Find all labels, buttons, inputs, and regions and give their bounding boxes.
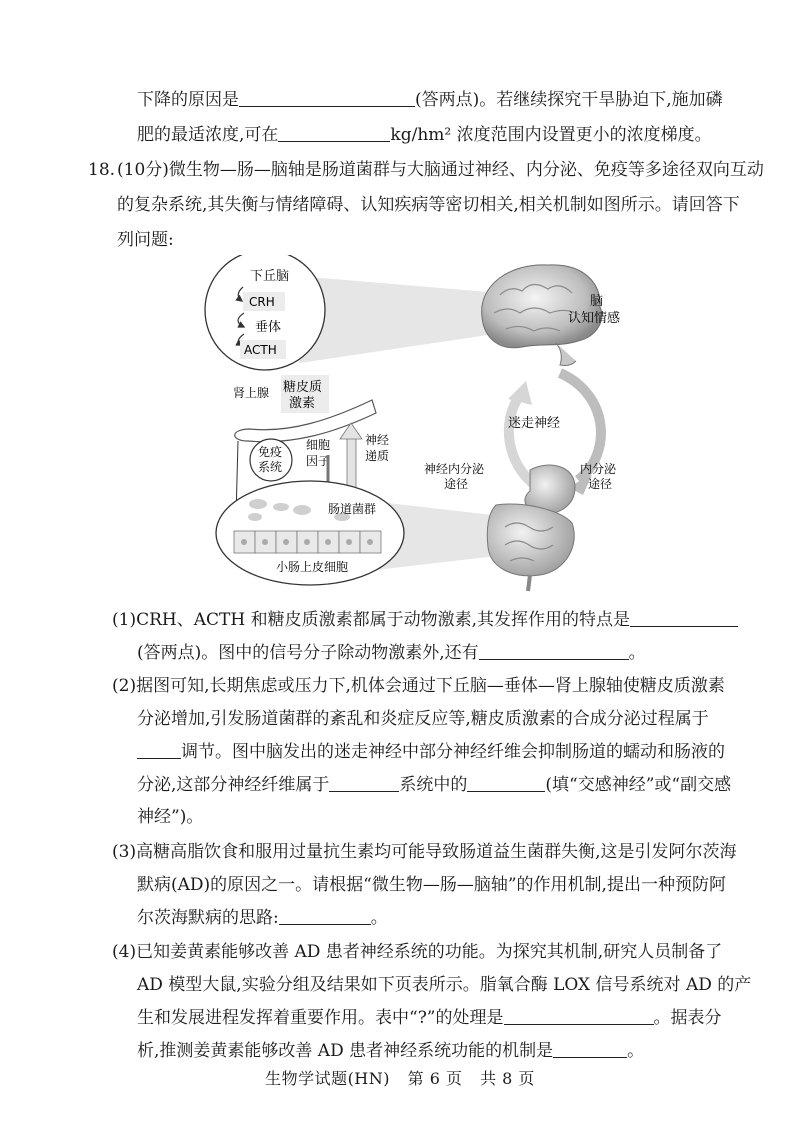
- text: (1)CRH、ACTH 和糖皮质激素都属于动物激素,其发挥作用的特点是: [112, 610, 630, 630]
- page-footer: [0, 1066, 800, 1089]
- epithelial-label: 小肠上皮细胞: [276, 560, 349, 574]
- subquestion-2: 分泌增加,引发肠道菌群的紊乱和炎症反应等,糖皮质激素的合成分泌过程属于: [137, 709, 709, 729]
- adrenal-label: 肾上腺: [233, 386, 270, 400]
- subquestion-4: AD 模型大鼠,实验分组及结果如下页表所示。脂氧合酶 LOX 信号系统对 AD 的产: [137, 975, 752, 995]
- cytokine-label: 细胞: [306, 438, 331, 452]
- text: 分泌,这部分神经纤维属于: [137, 775, 330, 795]
- subquestion-4: [137, 1006, 722, 1030]
- pituitary-label: 垂体: [255, 320, 282, 335]
- answer-blank[interactable]: [504, 1006, 654, 1025]
- text: 。: [370, 908, 388, 928]
- neurotransmitter-label: 递质: [365, 449, 390, 463]
- question-text: 的复杂系统,其失衡与情绪障碍、认知疾病等密切相关,相关机制如图所示。请回答下: [117, 195, 740, 215]
- immune-label: 免疫: [258, 445, 283, 459]
- text: 下降的原因是: [137, 90, 239, 110]
- answer-blank[interactable]: [630, 608, 738, 627]
- text: 生和发展进程发挥着重要作用。表中“?”的处理是: [137, 1008, 504, 1028]
- brain-label: 脑: [590, 294, 604, 309]
- text: 。据表分: [653, 1008, 722, 1028]
- answer-blank[interactable]: [329, 773, 399, 792]
- subquestion-2: [137, 740, 725, 764]
- question-text: (10分)微生物—肠—脑轴是肠道菌群与大脑通过神经、内分泌、免疫等多途径双向互动: [117, 160, 764, 180]
- subquestion-4: [137, 1039, 644, 1063]
- subquestion-3: 默病(AD)的原因之一。请根据“微生物—肠—脑轴”的作用机制,提出一种预防阿: [137, 875, 726, 895]
- footer-page: 第 6 页: [407, 1069, 463, 1088]
- text: 析,推测姜黄素能够改善 AD 患者神经系统功能的机制是: [137, 1041, 554, 1061]
- subquestion-2: [137, 773, 731, 797]
- hypothalamus-label: 下丘脑: [250, 269, 290, 284]
- acth-label: ACTH: [244, 343, 277, 357]
- text: 尔茨海默病的思路:: [137, 908, 279, 928]
- footer-total: 共 8 页: [480, 1069, 535, 1088]
- subquestion-4: (4)已知姜黄素能够改善 AD 患者神经系统的功能。为探究其机制,研究人员制备了: [112, 942, 723, 962]
- gut-flora-label: 肠道菌群: [328, 502, 377, 516]
- subquestion-1: [112, 608, 738, 632]
- answer-blank[interactable]: [479, 641, 629, 660]
- text: 系统中的: [399, 775, 468, 795]
- answer-blank[interactable]: [553, 1039, 627, 1058]
- subquestion-1: [137, 641, 646, 665]
- subquestion-2: 神经”)。: [137, 807, 204, 827]
- answer-blank[interactable]: [279, 906, 371, 925]
- text: (答两点)。若继续探究干旱胁迫下,施加磷: [415, 90, 723, 110]
- subquestion-3: [137, 906, 388, 930]
- subquestion-3: (3)高糖高脂饮食和服用过量抗生素均可能导致肠道益生菌群失衡,这是引发阿尔茨海: [112, 842, 737, 862]
- text: (填“交感神经”或“副交感: [545, 775, 732, 795]
- text: 。: [627, 1041, 645, 1061]
- cytokine-label: 因子: [306, 454, 331, 468]
- glucocorticoid-label: 激素: [289, 396, 316, 411]
- neuroendocrine-label: 神经内分泌: [424, 462, 485, 476]
- endocrine-label: 途径: [588, 477, 613, 491]
- answer-blank[interactable]: [467, 773, 545, 792]
- answer-blank[interactable]: [278, 123, 390, 142]
- neurotransmitter-label: 神经: [365, 433, 390, 447]
- vagus-label: 迷走神经: [508, 416, 561, 431]
- epithelial-cells: [234, 531, 381, 553]
- text: 。: [628, 643, 646, 663]
- glucocorticoid-label: 糖皮质: [283, 380, 323, 395]
- text: 调节。图中脑发出的迷走神经中部分神经纤维会抑制肠道的蠕动和肠液的: [181, 742, 725, 762]
- text: kg/hm² 浓度范围内设置更小的浓度梯度。: [390, 125, 712, 145]
- answer-blank[interactable]: [239, 88, 415, 107]
- answer-blank[interactable]: [137, 740, 181, 759]
- microbiota-gut-brain-figure: [0, 255, 800, 595]
- text: (答两点)。图中的信号分子除动物激素外,还有: [137, 643, 479, 663]
- endocrine-label: 内分泌: [580, 462, 617, 476]
- footer-subject: 生物学试题(HN): [265, 1069, 391, 1088]
- cognition-label: 认知情感: [568, 311, 621, 326]
- neuroendocrine-label: 途径: [444, 477, 469, 491]
- question-number: 18.: [88, 160, 116, 180]
- digestive-system-illustration: [487, 465, 575, 591]
- question-text: 列问题:: [117, 230, 174, 250]
- crh-label: CRH: [249, 295, 275, 309]
- text: 肥的最适浓度,可在: [137, 125, 279, 145]
- immune-label: 系统: [258, 460, 283, 474]
- text-line: [137, 88, 723, 112]
- text-line: [137, 123, 712, 147]
- subquestion-2: (2)据图可知,长期焦虑或压力下,机体会通过下丘脑—垂体—肾上腺轴使糖皮质激素: [112, 676, 725, 696]
